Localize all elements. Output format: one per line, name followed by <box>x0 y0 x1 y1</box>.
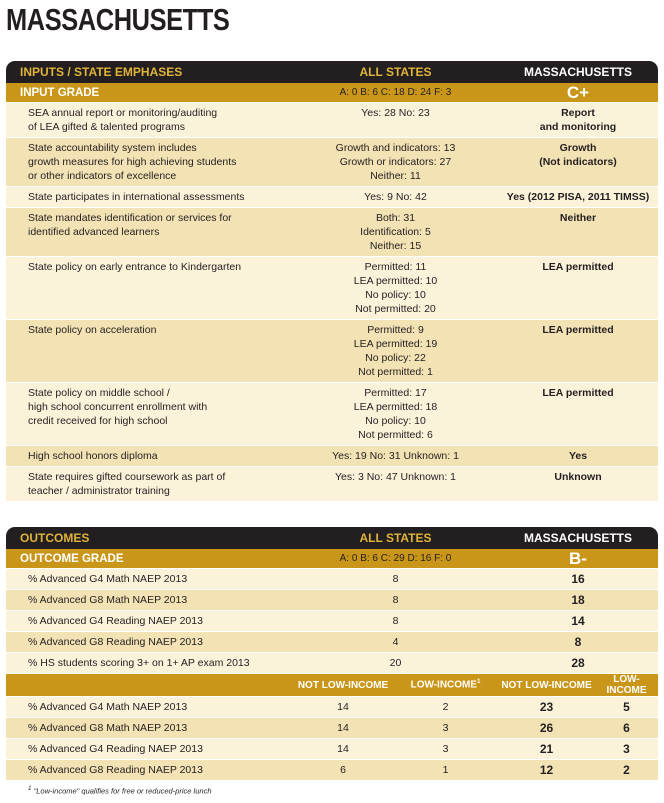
row-low-income-all: 1 <box>442 764 449 776</box>
income-header-not-low-state: NOT LOW-INCOME <box>501 679 592 691</box>
row-label: % Advanced G8 Reading NAEP 2013 <box>28 636 203 648</box>
input-grade-distribution: A: 0 B: 6 C: 18 D: 24 F: 3 <box>339 87 452 98</box>
table-row <box>6 466 658 501</box>
row-all-states-line: Not permitted: 20 <box>355 303 436 315</box>
inputs-header-state: MASSACHUSETTS <box>523 65 632 79</box>
row-label: % Advanced G8 Math NAEP 2013 <box>28 722 188 734</box>
row-state-value: 16 <box>571 572 585 586</box>
row-state-value <box>498 138 658 186</box>
footnote <box>28 785 212 796</box>
table-row <box>6 568 658 589</box>
row-all-states <box>293 187 498 207</box>
page-title: MASSACHUSETTS <box>6 2 230 37</box>
outcome-grade-label: OUTCOME GRADE <box>20 552 124 565</box>
row-not-low-income-state: 26 <box>539 721 554 735</box>
row-not-low-income-state: 12 <box>539 763 554 777</box>
table-row <box>6 445 658 466</box>
row-label-line: identified advanced learners <box>28 226 160 238</box>
row-label-line: growth measures for high achieving students <box>28 156 237 168</box>
row-all-states <box>293 446 498 466</box>
income-header-low-all <box>393 679 498 690</box>
outcome-rows <box>6 568 658 673</box>
input-grade-value: C+ <box>566 82 590 102</box>
row-all-states-line: No policy: 10 <box>365 415 426 427</box>
row-state-value: 8 <box>574 635 582 649</box>
row-label-line: SEA annual report or monitoring/auditing <box>28 107 218 119</box>
row-all-states: 8 <box>392 594 399 606</box>
row-all-states-line: Growth or indicators: 27 <box>339 156 452 168</box>
row-state-value-line: (Not indicators) <box>539 156 617 168</box>
row-label: % Advanced G4 Reading NAEP 2013 <box>28 615 203 627</box>
row-state-value <box>498 446 658 466</box>
row-all-states-line: Not permitted: 1 <box>358 366 433 378</box>
row-all-states-line: Not permitted: 6 <box>358 429 433 441</box>
row-not-low-income-state: 23 <box>539 700 554 714</box>
row-label: % Advanced G4 Reading NAEP 2013 <box>28 743 203 755</box>
row-all-states-line: Permitted: 17 <box>364 387 427 399</box>
table-row <box>6 207 658 256</box>
row-state-value-line: LEA permitted <box>542 387 614 399</box>
row-state-value: 18 <box>571 593 585 607</box>
row-label-line: State participates in international assessments <box>28 191 245 203</box>
row-low-income-all: 3 <box>442 743 449 755</box>
row-state-value-line: LEA permitted <box>542 324 614 336</box>
row-label <box>6 320 293 382</box>
row-state-value: 14 <box>571 614 585 628</box>
table-row <box>6 186 658 207</box>
row-label <box>6 467 293 501</box>
row-label <box>6 257 293 319</box>
row-state-value <box>498 257 658 319</box>
row-label <box>6 383 293 445</box>
row-all-states-line: No policy: 22 <box>365 352 426 364</box>
row-all-states <box>293 208 498 256</box>
row-state-value-line: Unknown <box>554 471 602 483</box>
outcome-grade-distribution: A: 0 B: 6 C: 29 D: 16 F: 0 <box>339 553 452 564</box>
row-state-value <box>498 103 658 137</box>
row-label <box>6 208 293 256</box>
outcomes-header-all-states: ALL STATES <box>359 531 432 545</box>
row-low-income-state: 3 <box>623 742 630 756</box>
row-all-states-line: Growth and indicators: 13 <box>335 142 456 154</box>
table-row <box>6 631 658 652</box>
row-label-line: credit received for high school <box>28 415 168 427</box>
table-row <box>6 717 658 738</box>
outcomes-table <box>6 527 658 780</box>
row-label-line: teacher / administrator training <box>28 485 170 497</box>
row-not-low-income-state: 21 <box>539 742 554 756</box>
row-label <box>6 103 293 137</box>
outcome-grade-value: B- <box>569 548 587 568</box>
row-label-line: high school concurrent enrollment with <box>28 401 208 413</box>
row-all-states <box>293 383 498 445</box>
income-header-low-state: LOW-INCOME <box>606 674 647 696</box>
row-state-value <box>498 187 658 207</box>
row-not-low-income-all: 14 <box>337 701 349 713</box>
table-row <box>6 610 658 631</box>
row-all-states <box>293 257 498 319</box>
outcomes-header-state: MASSACHUSETTS <box>523 531 632 545</box>
row-label-line: State policy on acceleration <box>28 324 157 336</box>
row-not-low-income-all: 6 <box>340 764 346 776</box>
row-state-value <box>498 383 658 445</box>
table-row <box>6 137 658 186</box>
income-header-not-low-all: NOT LOW-INCOME <box>297 679 389 691</box>
row-all-states-line: No policy: 10 <box>365 289 426 301</box>
row-state-value-line: and monitoring <box>539 121 617 133</box>
row-state-value <box>498 208 658 256</box>
row-label <box>6 138 293 186</box>
row-label-line: State accountability system includes <box>28 142 197 154</box>
row-low-income-state: 6 <box>623 721 630 735</box>
table-row <box>6 652 658 673</box>
row-low-income-state: 5 <box>623 700 630 714</box>
row-label-line: of LEA gifted & talented programs <box>28 121 186 133</box>
row-all-states-line: LEA permitted: 19 <box>353 338 438 350</box>
row-all-states <box>293 467 498 501</box>
row-all-states-line: Yes: 28 No: 23 <box>361 107 430 119</box>
row-label <box>6 187 293 207</box>
row-all-states-line: Permitted: 11 <box>364 261 427 273</box>
row-label: % Advanced G4 Math NAEP 2013 <box>28 573 188 585</box>
row-all-states-line: Both: 31 <box>375 212 416 224</box>
outcomes-header-label: OUTCOMES <box>20 531 90 545</box>
row-label: % Advanced G8 Reading NAEP 2013 <box>28 764 203 776</box>
row-state-value <box>498 467 658 501</box>
row-all-states: 20 <box>389 657 402 669</box>
inputs-header <box>6 61 658 83</box>
input-grade-row <box>6 83 658 102</box>
row-all-states <box>293 138 498 186</box>
table-row <box>6 589 658 610</box>
row-state-value-line: Neither <box>559 212 597 224</box>
income-subheader <box>6 673 658 696</box>
row-state-value-line: Growth <box>559 142 597 154</box>
table-row <box>6 382 658 445</box>
table-row <box>6 102 658 137</box>
row-all-states: 4 <box>392 636 399 648</box>
table-row <box>6 759 658 780</box>
footnote-text: "Low-income" qualifies for free or reduced-price lunch <box>33 786 212 796</box>
row-all-states-line: LEA permitted: 18 <box>353 401 438 413</box>
row-all-states: 8 <box>392 615 399 627</box>
row-state-value-line: Report <box>561 107 595 119</box>
row-all-states-line: LEA permitted: 10 <box>353 275 438 287</box>
inputs-header-label: INPUTS / STATE EMPHASES <box>20 65 183 79</box>
row-not-low-income-all: 14 <box>337 743 349 755</box>
table-row <box>6 319 658 382</box>
row-not-low-income-all: 14 <box>337 722 349 734</box>
row-low-income-all: 2 <box>442 701 449 713</box>
income-header-low-all-label: LOW-INCOME <box>410 679 478 691</box>
table-row <box>6 256 658 319</box>
row-label: % Advanced G4 Math NAEP 2013 <box>28 701 188 713</box>
row-low-income-state: 2 <box>623 763 630 777</box>
row-state-value-line: Yes (2012 PISA, 2011 TIMSS) <box>506 191 650 203</box>
row-all-states-line: Neither: 11 <box>370 170 421 182</box>
row-all-states: 8 <box>392 573 399 585</box>
row-label-line: State policy on early entrance to Kindergarten <box>28 261 242 273</box>
row-label-line: State policy on middle school / <box>28 387 170 399</box>
row-label <box>6 446 293 466</box>
inputs-table <box>6 61 658 501</box>
footnote-sup: 1 <box>477 679 481 686</box>
row-state-value-line: LEA permitted <box>542 261 614 273</box>
table-row <box>6 738 658 759</box>
table-row <box>6 696 658 717</box>
row-state-value <box>498 320 658 382</box>
income-rows <box>6 696 658 780</box>
row-all-states-line: Neither: 15 <box>369 240 422 252</box>
input-rows <box>6 102 658 501</box>
row-all-states-line: Yes: 3 No: 47 Unknown: 1 <box>334 471 457 483</box>
inputs-header-all-states: ALL STATES <box>359 65 432 79</box>
outcomes-header <box>6 527 658 549</box>
row-label: % Advanced G8 Math NAEP 2013 <box>28 594 188 606</box>
row-label-line: State requires gifted coursework as part of <box>28 471 226 483</box>
row-label-line: or other indicators of excellence <box>28 170 177 182</box>
row-low-income-all: 3 <box>442 722 449 734</box>
row-all-states-line: Identification: 5 <box>360 226 431 238</box>
row-all-states-line: Yes: 9 No: 42 <box>364 191 427 203</box>
row-all-states <box>293 103 498 137</box>
row-label-line: State mandates identification or services for <box>28 212 232 224</box>
row-label-line: High school honors diploma <box>28 450 158 462</box>
row-all-states-line: Permitted: 9 <box>367 324 424 336</box>
row-all-states <box>293 320 498 382</box>
row-state-value: 28 <box>571 656 585 670</box>
row-all-states-line: Yes: 19 No: 31 Unknown: 1 <box>332 450 459 462</box>
input-grade-label: INPUT GRADE <box>20 86 100 99</box>
footnote-marker: 1 <box>28 785 32 792</box>
outcome-grade-row <box>6 549 658 568</box>
row-state-value-line: Yes <box>568 450 588 462</box>
row-label: % HS students scoring 3+ on 1+ AP exam 2013 <box>28 657 250 669</box>
